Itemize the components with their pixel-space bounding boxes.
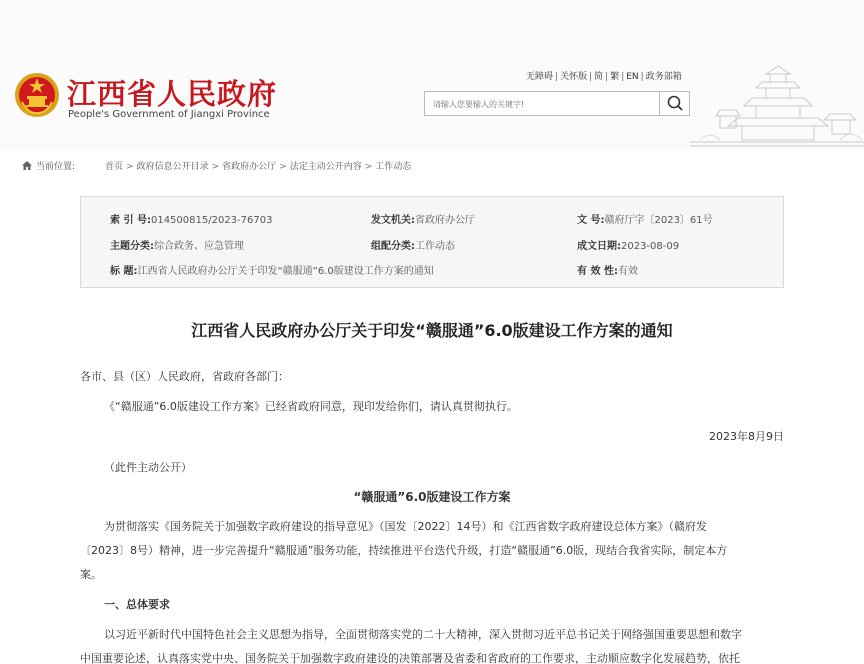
link-gov-mailbox[interactable]: 政务部箱 bbox=[645, 72, 682, 82]
plan-intro-line3: 案。 bbox=[80, 568, 102, 581]
search-icon bbox=[660, 91, 690, 115]
meta-subject: 标 题:江西省人民政府办公厅关于印发“赣服通”6.0版建设工作方案的通知 bbox=[110, 266, 434, 277]
site-header bbox=[0, 0, 864, 150]
article-title: 江西省人民政府办公厅关于印发“赣服通”6.0版建设工作方案的通知 bbox=[191, 321, 673, 340]
utility-links: 无障碍 | 关怀版 | 简 | 繁 | EN | 政务部箱 bbox=[526, 72, 682, 82]
national-emblem-icon bbox=[14, 72, 60, 118]
link-traditional[interactable]: 繁 bbox=[610, 72, 620, 82]
home-icon bbox=[22, 161, 32, 170]
section1-line1: 以习近平新时代中国特色社会主义思想为指导，全面贯彻落实党的二十大精神，深入贯彻习近平总书记关于网络强国重要思想和数字 bbox=[104, 628, 742, 641]
meta-topic: 主题分类:综合政务、应急管理 bbox=[110, 241, 244, 252]
article-public-note: （此件主动公开） bbox=[104, 461, 192, 474]
breadcrumb-work-news[interactable]: 工作动态 bbox=[375, 162, 412, 172]
breadcrumb-general-office[interactable]: 省政府办公厅 bbox=[222, 162, 277, 172]
breadcrumb-label: 当前位置: bbox=[36, 162, 76, 172]
plan-intro-line2: 〔2023〕8号）精神，进一步完善提升“赣服通”服务功能，持续推进平台迭代升级，打造“赣服通”6.0版，现结合我省实际，制定本方 bbox=[80, 544, 728, 557]
breadcrumb-statutory-content[interactable]: 法定主动公开内容 bbox=[289, 162, 362, 172]
breadcrumb-info-catalog[interactable]: 政府信息公开目录 bbox=[136, 162, 209, 172]
meta-validity: 有 效 性:有效 bbox=[577, 266, 638, 277]
meta-doc-number: 文 号:赣府厅字〔2023〕61号 bbox=[577, 215, 713, 226]
section1-line2: 中国重要论述，认真落实党中央、国务院关于加强数字政府建设的决策部署及省委和省政府的工作要求，主动顺应数字化发展趋势，依托 bbox=[80, 652, 740, 664]
article-salutation: 各市、县（区）人民政府，省政府各部门： bbox=[80, 370, 289, 383]
search-input[interactable] bbox=[425, 93, 661, 116]
pavilion-skyline-image bbox=[690, 60, 864, 150]
link-english[interactable]: EN bbox=[626, 72, 639, 82]
meta-issuer: 发文机关:省政府办公厅 bbox=[371, 215, 475, 226]
search-box bbox=[424, 91, 690, 116]
search-button[interactable] bbox=[659, 91, 689, 116]
link-care-version[interactable]: 关怀版 bbox=[560, 72, 588, 82]
site-subtitle: People's Government of Jiangxi Province bbox=[68, 109, 270, 120]
link-simplified[interactable]: 简 bbox=[594, 72, 604, 82]
breadcrumb: 当前位置: 首页 > 政府信息公开目录 > 省政府办公厅 > 法定主动公开内容 > 工作动态 bbox=[22, 159, 411, 172]
meta-index: 索 引 号:014500815/2023-76703 bbox=[110, 215, 273, 226]
document-meta-box bbox=[80, 196, 784, 288]
site-title[interactable]: 江西省人民政府 bbox=[67, 77, 278, 111]
meta-org-category: 组配分类:工作动态 bbox=[371, 241, 455, 252]
article-date: 2023年8月9日 bbox=[709, 430, 784, 443]
breadcrumb-home[interactable]: 首页 bbox=[105, 162, 124, 172]
plan-intro-line1: 为贯彻落实《国务院关于加强数字政府建设的指导意见》（国发〔2022〕14号）和《江西省数字政府建设总体方案》（赣府发 bbox=[104, 520, 707, 533]
link-accessibility[interactable]: 无障碍 bbox=[526, 72, 554, 82]
meta-date: 成文日期:2023-08-09 bbox=[577, 241, 680, 252]
plan-title: “赣服通”6.0版建设工作方案 bbox=[353, 490, 511, 504]
section-heading-general-requirements: 一、总体要求 bbox=[104, 598, 170, 611]
article-body: 《“赣服通”6.0版建设工作方案》已经省政府同意，现印发给你们，请认真贯彻执行。 bbox=[104, 400, 518, 413]
